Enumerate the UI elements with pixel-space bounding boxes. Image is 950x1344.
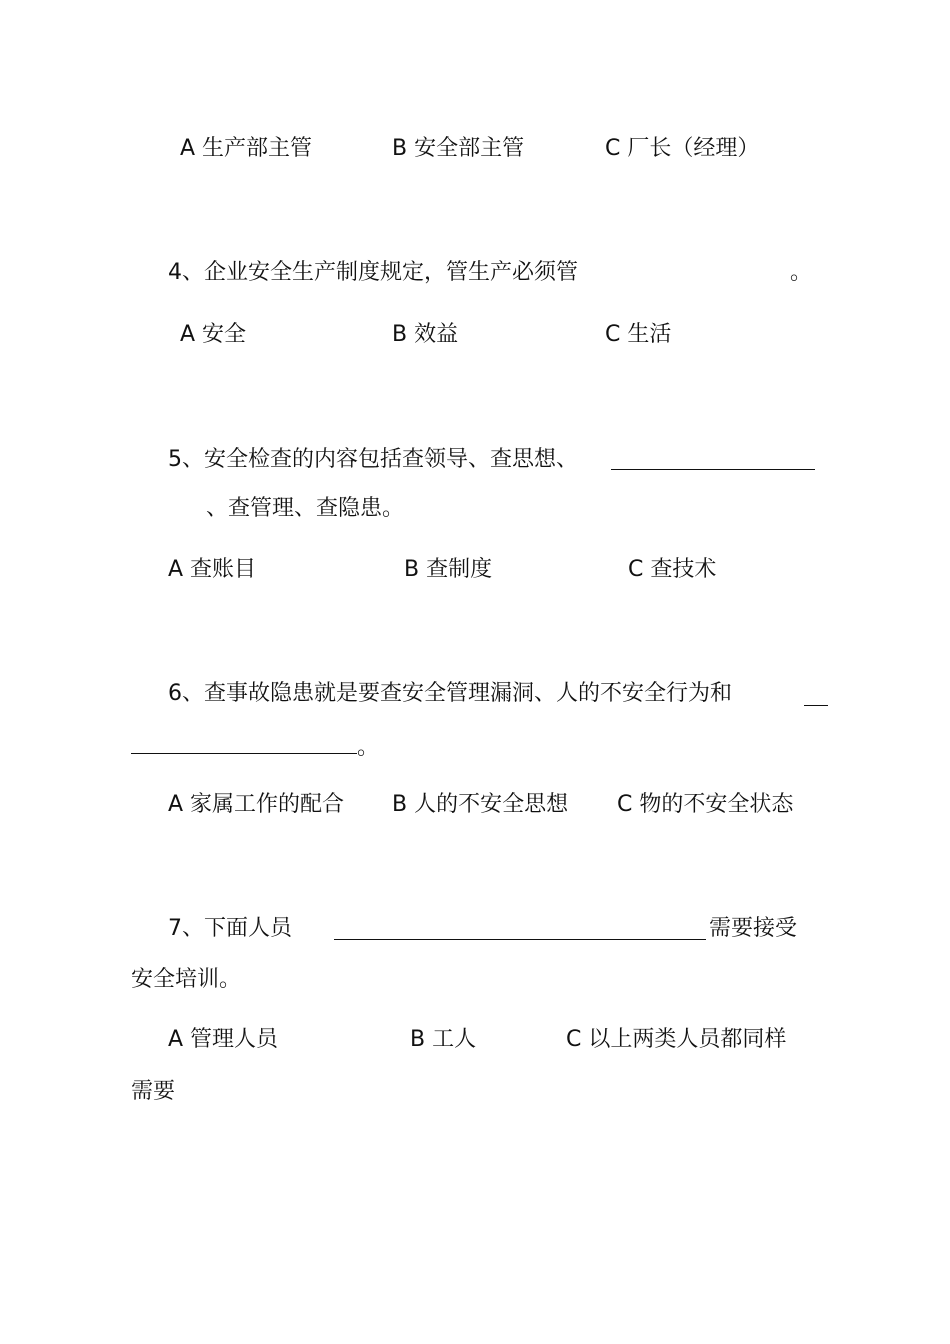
q7-stem-after: 需要接受 [709, 916, 798, 941]
q6-answer-blank-part1 [804, 705, 828, 706]
q6-option-a: A 家属工作的配合 [168, 792, 345, 817]
q5-stem: 5、安全检查的内容包括查领导、查思想、 [168, 447, 578, 472]
q6-answer-blank-part2 [131, 753, 357, 754]
q5-option-b: B 查制度 [404, 557, 493, 582]
q4-option-a: A 安全 [180, 322, 247, 347]
q5-stem-continuation: 、查管理、查隐患。 [206, 496, 405, 521]
q7-answer-blank [334, 939, 706, 940]
q4-stem-end: 。 [790, 260, 813, 285]
q6-option-c: C 物的不安全状态 [617, 792, 794, 817]
q5-option-a: A 查账目 [168, 557, 257, 582]
q7-option-a: A 管理人员 [168, 1027, 279, 1052]
q4-option-b: B 效益 [392, 322, 459, 347]
q3-option-b: B 安全部主管 [392, 136, 525, 161]
q7-stem: 7、下面人员 [168, 916, 292, 941]
q3-option-c: C 厂长（经理） [605, 136, 760, 161]
q5-answer-blank [611, 469, 815, 470]
q6-stem: 6、查事故隐患就是要查安全管理漏洞、人的不安全行为和 [168, 681, 732, 706]
q6-stem-end: 。 [357, 735, 380, 760]
q7-option-b: B 工人 [410, 1027, 477, 1052]
q5-option-c: C 查技术 [628, 557, 717, 582]
q4-stem: 4、企业安全生产制度规定，管生产必须管 [168, 260, 578, 285]
q7-option-c-wrap: 需要 [131, 1079, 176, 1104]
q4-option-c: C 生活 [605, 322, 672, 347]
q7-stem-continuation: 安全培训。 [131, 967, 242, 992]
q7-option-c: C 以上两类人员都同样 [566, 1027, 787, 1052]
q6-option-b: B 人的不安全思想 [392, 792, 569, 817]
q3-option-a: A 生产部主管 [180, 136, 313, 161]
